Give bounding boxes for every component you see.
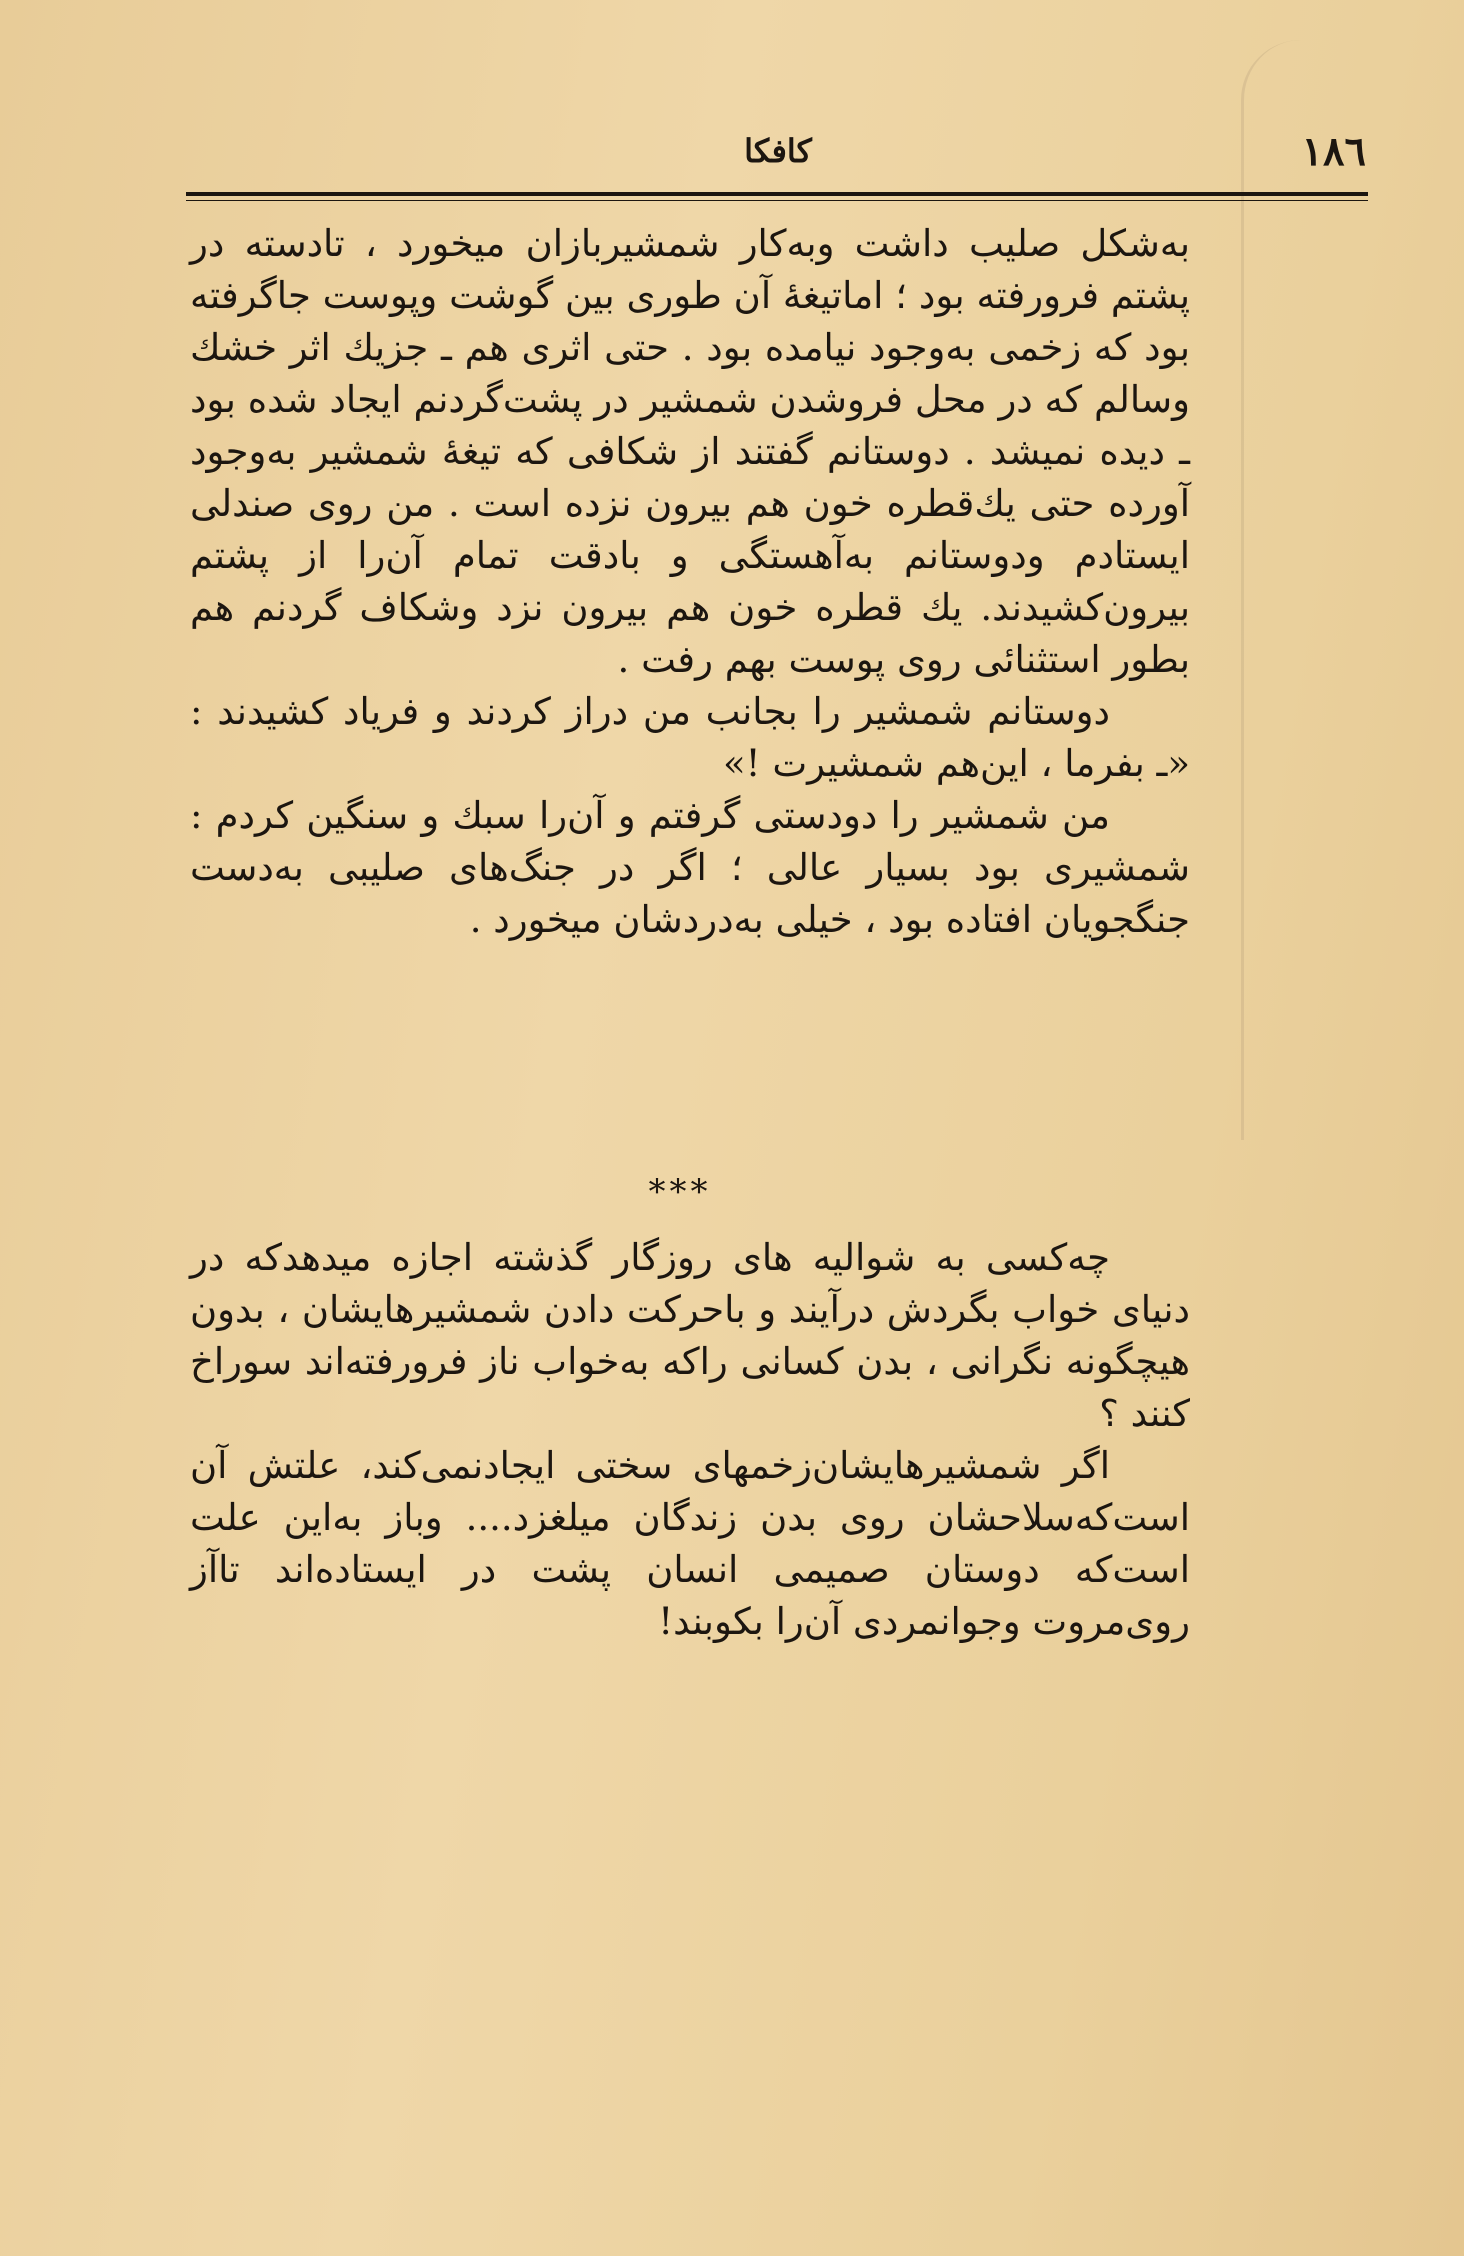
header-rule-thick — [186, 192, 1368, 196]
paper-shadow — [1241, 40, 1424, 1140]
paragraph-3: من شمشیر را دودستی گرفتم و آن‌را سبك و سنگین کردم : شمشیری بود بسیار عالی ؛ اگر در جنگ‌های صلیبی به‌دست جنگجویان افتاده بود ، خیلی به‌دردشان میخورد . — [190, 794, 1190, 941]
paragraph-2: دوستانم شمشیر را بجانب من دراز کردند و فریاد کشیدند : «ـ بفرما ، این‌هم شمشیرت !» — [190, 690, 1190, 785]
section-1-text — [190, 218, 1190, 946]
paragraph-1: به‌شکل صلیب داشت وبه‌کار شمشیربازان میخورد ، تادسته در پشتم فرورفته بود ؛ اماتیغهٔ آن طوری بین گوشت وپوست جاگرفته بود که زخمی به‌وجود نیامده بود . حتی اثری هم ـ جزیك اثر خشك وسالم که در محل فروشدن شمشیر در پشت‌گردنم ایجاد شده بود ـ دیده نمیشد . دوستانم گفتند از شکافی که تیغهٔ شمشیر به‌وجود آورده حتی یك‌قطره خون هم بیرون نزده است . من روی صندلی ایستادم ودوستانم به‌آهستگی و بادقت تمام آن‌را از پشتم بیرون‌کشیدند. یك قطره خون هم بیرون نزد وشکاف گردنم هم بطور استثنائی روی پوست بهم رفت . — [190, 222, 1190, 681]
page-number: ۱۸٦ — [1301, 128, 1366, 175]
section-2-text — [190, 1232, 1190, 1648]
paragraph-4: چه‌کسی به شوالیه های روزگار گذشته اجازه میدهدکه در دنیای خواب بگردش درآیند و باحرکت دادن شمشیرهایشان ، بدون هیچگونه نگرانی ، بدن کسانی راکه به‌خواب ناز فرورفته‌اند سوراخ کنند ؟ — [190, 1236, 1190, 1435]
page-header — [190, 128, 1366, 188]
running-title: کافکا — [744, 132, 812, 170]
section-separator: *** — [648, 1172, 712, 1212]
header-rule-thin — [186, 200, 1368, 201]
paragraph-5: اگر شمشیرهایشان‌زخمهای سختی ایجادنمی‌کند، علتش آن است‌که‌سلاحشان روی بدن زندگان میلغزد.... وباز به‌این علت است‌که دوستان صمیمی انسان پشت در ایستاده‌اند تاآز روی‌مروت وجوانمردی آن‌را بکوبند! — [190, 1444, 1190, 1643]
